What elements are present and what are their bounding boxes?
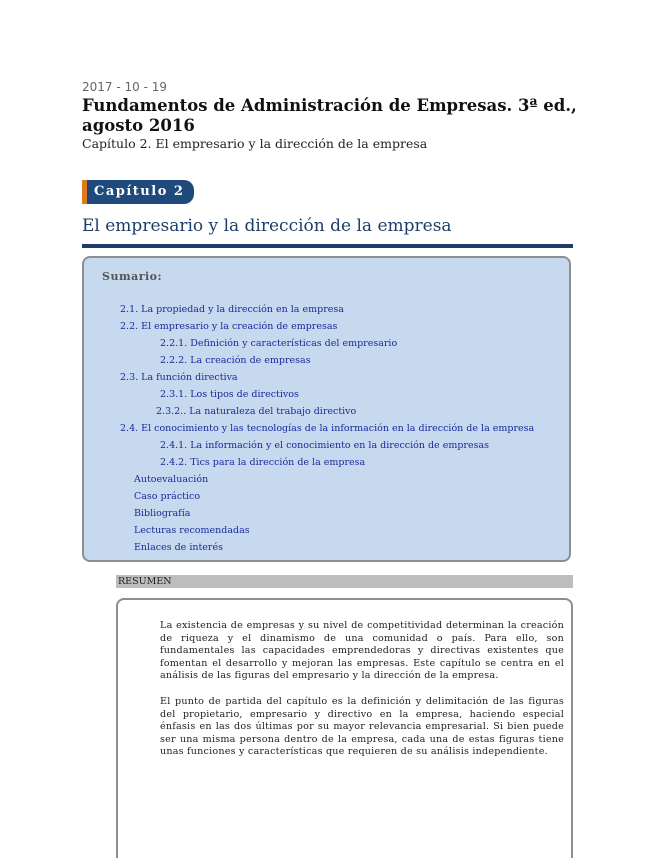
chapter-tag	[82, 180, 194, 204]
chapter-tag-label: Capítulo 2	[87, 180, 194, 204]
resumen-box	[116, 598, 573, 858]
book-title: Fundamentos de Administración de Empresas. 3ª ed., agosto 2016	[82, 96, 577, 135]
toc-link-2-4-2[interactable]: 2.4.2. Tics para la dirección de la empresa	[160, 457, 366, 468]
toc-link-2-1[interactable]: 2.1. La propiedad y la dirección en la empresa	[120, 304, 344, 315]
toc-link-2-2[interactable]: 2.2. El empresario y la creación de empresas	[120, 321, 338, 332]
toc-link-2-2-1[interactable]: 2.2.1. Definición y características del empresario	[160, 338, 398, 349]
toc-link-2-4-1[interactable]: 2.4.1. La información y el conocimiento en la dirección de empresas	[160, 440, 489, 451]
resumen-paragraph-1: La existencia de empresas y su nivel de competitividad determinan la creación de riqueza y el dinamismo de una comunidad o país. Para ello, son fundamentales las capacidades emprendedoras y directivas existentes que fomentan el desarrollo y mejoran las empresas. Este capítulo se centra en el análisis de las figuras del empresario y la dirección de la empresa.	[160, 620, 564, 681]
heading-rule	[82, 244, 573, 248]
summary-box	[82, 256, 571, 562]
toc-link-bibliografia[interactable]: Bibliografía	[134, 508, 191, 519]
toc-link-2-3-1[interactable]: 2.3.1. Los tipos de directivos	[160, 389, 299, 400]
resumen-paragraph-2: El punto de partida del capítulo es la definición y delimitación de las figuras del propietario, empresario y directivo en la empresa, haciendo especial énfasis en las dos últimas por su mayor relevancia empresarial. Si bien puede ser una misma persona dentro de la empresa, cada una de estas figuras tiene unas funciones y características que requieren de su análisis independiente.	[160, 696, 564, 757]
toc-link-lecturas[interactable]: Lecturas recomendadas	[134, 525, 250, 536]
date-stamp: 2017 - 10 - 19	[82, 80, 167, 94]
chapter-subtitle: Capítulo 2. El empresario y la dirección de la empresa	[82, 136, 428, 151]
toc-link-2-3-2[interactable]: 2.3.2.. La naturaleza del trabajo directivo	[156, 406, 357, 417]
chapter-heading: El empresario y la dirección de la empresa	[82, 216, 452, 236]
toc-link-2-3[interactable]: 2.3. La función directiva	[120, 372, 238, 383]
toc-link-enlaces[interactable]: Enlaces de interés	[134, 542, 223, 553]
resumen-label-bar: RESUMEN	[116, 575, 573, 588]
toc-link-2-4[interactable]: 2.4. El conocimiento y las tecnologías de la información en la dirección de la empresa	[120, 423, 535, 434]
toc-link-caso-practico[interactable]: Caso práctico	[134, 491, 201, 502]
summary-title: Sumario:	[102, 270, 163, 283]
toc-link-autoevaluacion[interactable]: Autoevaluación	[134, 474, 209, 485]
toc-link-2-2-2[interactable]: 2.2.2. La creación de empresas	[160, 355, 311, 366]
